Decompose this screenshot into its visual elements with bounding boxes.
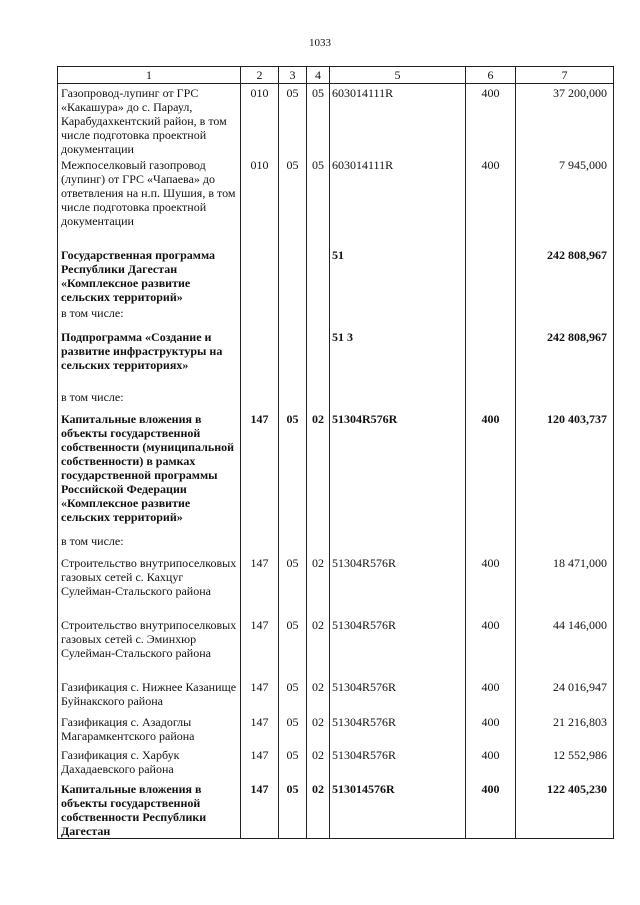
ministry-code-cell [241,328,279,388]
section-code-cell: 05 [279,678,307,713]
column-header-1: 1 [58,67,241,84]
table-body [58,84,614,839]
ministry-code-cell [241,246,279,304]
table-row [58,388,614,410]
amount-cell: 242 808,967 [516,246,614,304]
table-row [58,713,614,746]
section-code-cell: 05 [279,84,307,157]
amount-cell: 242 808,967 [516,328,614,388]
target-article-cell: 51 3 [330,328,466,388]
expense-type-cell [466,304,516,328]
subsection-code-cell: 05 [307,156,330,246]
table-row [58,746,614,780]
item-name-cell: Строительство внутрипоселковых газовых сетей с. Кахцуг Сулейман-Стальского района [58,554,241,616]
item-name-cell: Государственная программа Республики Дагестан «Комплексное развитие сельских территорий» [58,246,241,304]
table-row [58,410,614,532]
ministry-code-cell [241,304,279,328]
item-name-cell: Строительство внутрипоселковых газовых сетей с. Эминхюр Сулейман-Стальского района [58,616,241,678]
subsection-code-cell: 02 [307,678,330,713]
table-row [58,304,614,328]
expense-type-cell: 400 [466,746,516,780]
table-row [58,780,614,839]
ministry-code-cell: 010 [241,156,279,246]
item-name-cell: Подпрограмма «Создание и развитие инфраструктуры на сельских территориях» [58,328,241,388]
expense-type-cell [466,328,516,388]
ministry-code-cell: 147 [241,616,279,678]
expense-type-cell: 400 [466,84,516,157]
table-row [58,246,614,304]
column-header-4: 4 [307,67,330,84]
section-code-cell: 05 [279,156,307,246]
section-code-cell [279,388,307,410]
table-row [58,554,614,616]
target-article-cell: 51304R576R [330,678,466,713]
subsection-code-cell: 02 [307,713,330,746]
expense-type-cell: 400 [466,713,516,746]
ministry-code-cell: 147 [241,780,279,839]
section-code-cell: 05 [279,780,307,839]
target-article-cell: 51304R576R [330,554,466,616]
item-name-cell: Межпоселковый газопровод (лупинг) от ГРС «Чапаева» до ответвления на н.п. Шушия, в том числе подготовка проектной документации [58,156,241,246]
ministry-code-cell: 147 [241,554,279,616]
budget-table [57,66,614,839]
target-article-cell [330,304,466,328]
subsection-code-cell [307,246,330,304]
table-header-row [58,67,614,84]
amount-cell [516,532,614,554]
amount-cell [516,388,614,410]
ministry-code-cell: 147 [241,410,279,532]
table-row [58,156,614,246]
expense-type-cell [466,246,516,304]
column-header-5: 5 [330,67,466,84]
target-article-cell: 51304R576R [330,410,466,532]
amount-cell: 24 016,947 [516,678,614,713]
amount-cell: 21 216,803 [516,713,614,746]
target-article-cell: 51304R576R [330,616,466,678]
target-article-cell: 513014576R [330,780,466,839]
ministry-code-cell: 010 [241,84,279,157]
section-code-cell: 05 [279,746,307,780]
table-row [58,532,614,554]
column-header-2: 2 [241,67,279,84]
ministry-code-cell: 147 [241,713,279,746]
target-article-cell [330,388,466,410]
section-code-cell [279,304,307,328]
expense-type-cell: 400 [466,780,516,839]
expense-type-cell [466,532,516,554]
subsection-code-cell [307,328,330,388]
target-article-cell: 51304R576R [330,713,466,746]
amount-cell: 7 945,000 [516,156,614,246]
subsection-code-cell: 05 [307,84,330,157]
section-code-cell [279,328,307,388]
section-code-cell: 05 [279,713,307,746]
item-name-cell: Капитальные вложения в объекты государственной собственности Республики Дагестан [58,780,241,839]
expense-type-cell: 400 [466,410,516,532]
subsection-code-cell: 02 [307,746,330,780]
subsection-code-cell: 02 [307,780,330,839]
item-name-cell: в том числе: [58,532,241,554]
subsection-code-cell [307,532,330,554]
ministry-code-cell: 147 [241,746,279,780]
subsection-code-cell: 02 [307,616,330,678]
item-name-cell: Капитальные вложения в объекты государственной собственности (муниципальной собственности) в рамках государственной программы Российской Федерации «Комплексное развитие сельских территорий» [58,410,241,532]
amount-cell: 37 200,000 [516,84,614,157]
section-code-cell [279,532,307,554]
column-header-3: 3 [279,67,307,84]
table-row [58,678,614,713]
table-row [58,328,614,388]
table-row [58,616,614,678]
amount-cell: 44 146,000 [516,616,614,678]
section-code-cell: 05 [279,554,307,616]
expense-type-cell: 400 [466,554,516,616]
section-code-cell: 05 [279,410,307,532]
expense-type-cell [466,388,516,410]
item-name-cell: в том числе: [58,304,241,328]
ministry-code-cell [241,532,279,554]
item-name-cell: Газификация с. Нижнее Казанище Буйнакского района [58,678,241,713]
column-header-7: 7 [516,67,614,84]
target-article-cell: 51304R576R [330,746,466,780]
subsection-code-cell: 02 [307,554,330,616]
target-article-cell: 603014111R [330,84,466,157]
item-name-cell: в том числе: [58,388,241,410]
item-name-cell: Газопровод-лупинг от ГРС «Какашура» до с. Параул, Карабудахкентский район, в том числе подготовка проектной документации [58,84,241,157]
subsection-code-cell [307,388,330,410]
target-article-cell [330,532,466,554]
amount-cell: 12 552,986 [516,746,614,780]
table-row [58,84,614,157]
amount-cell: 120 403,737 [516,410,614,532]
ministry-code-cell [241,388,279,410]
item-name-cell: Газификация с. Азадоглы Магарамкентского района [58,713,241,746]
expense-type-cell: 400 [466,616,516,678]
item-name-cell: Газификация с. Харбук Дахадаевского района [58,746,241,780]
target-article-cell: 51 [330,246,466,304]
section-code-cell: 05 [279,616,307,678]
amount-cell: 122 405,230 [516,780,614,839]
target-article-cell: 603014111R [330,156,466,246]
page-number: 1033 [309,37,331,49]
amount-cell [516,304,614,328]
expense-type-cell: 400 [466,156,516,246]
amount-cell: 18 471,000 [516,554,614,616]
section-code-cell [279,246,307,304]
ministry-code-cell: 147 [241,678,279,713]
subsection-code-cell: 02 [307,410,330,532]
subsection-code-cell [307,304,330,328]
expense-type-cell: 400 [466,678,516,713]
column-header-6: 6 [466,67,516,84]
